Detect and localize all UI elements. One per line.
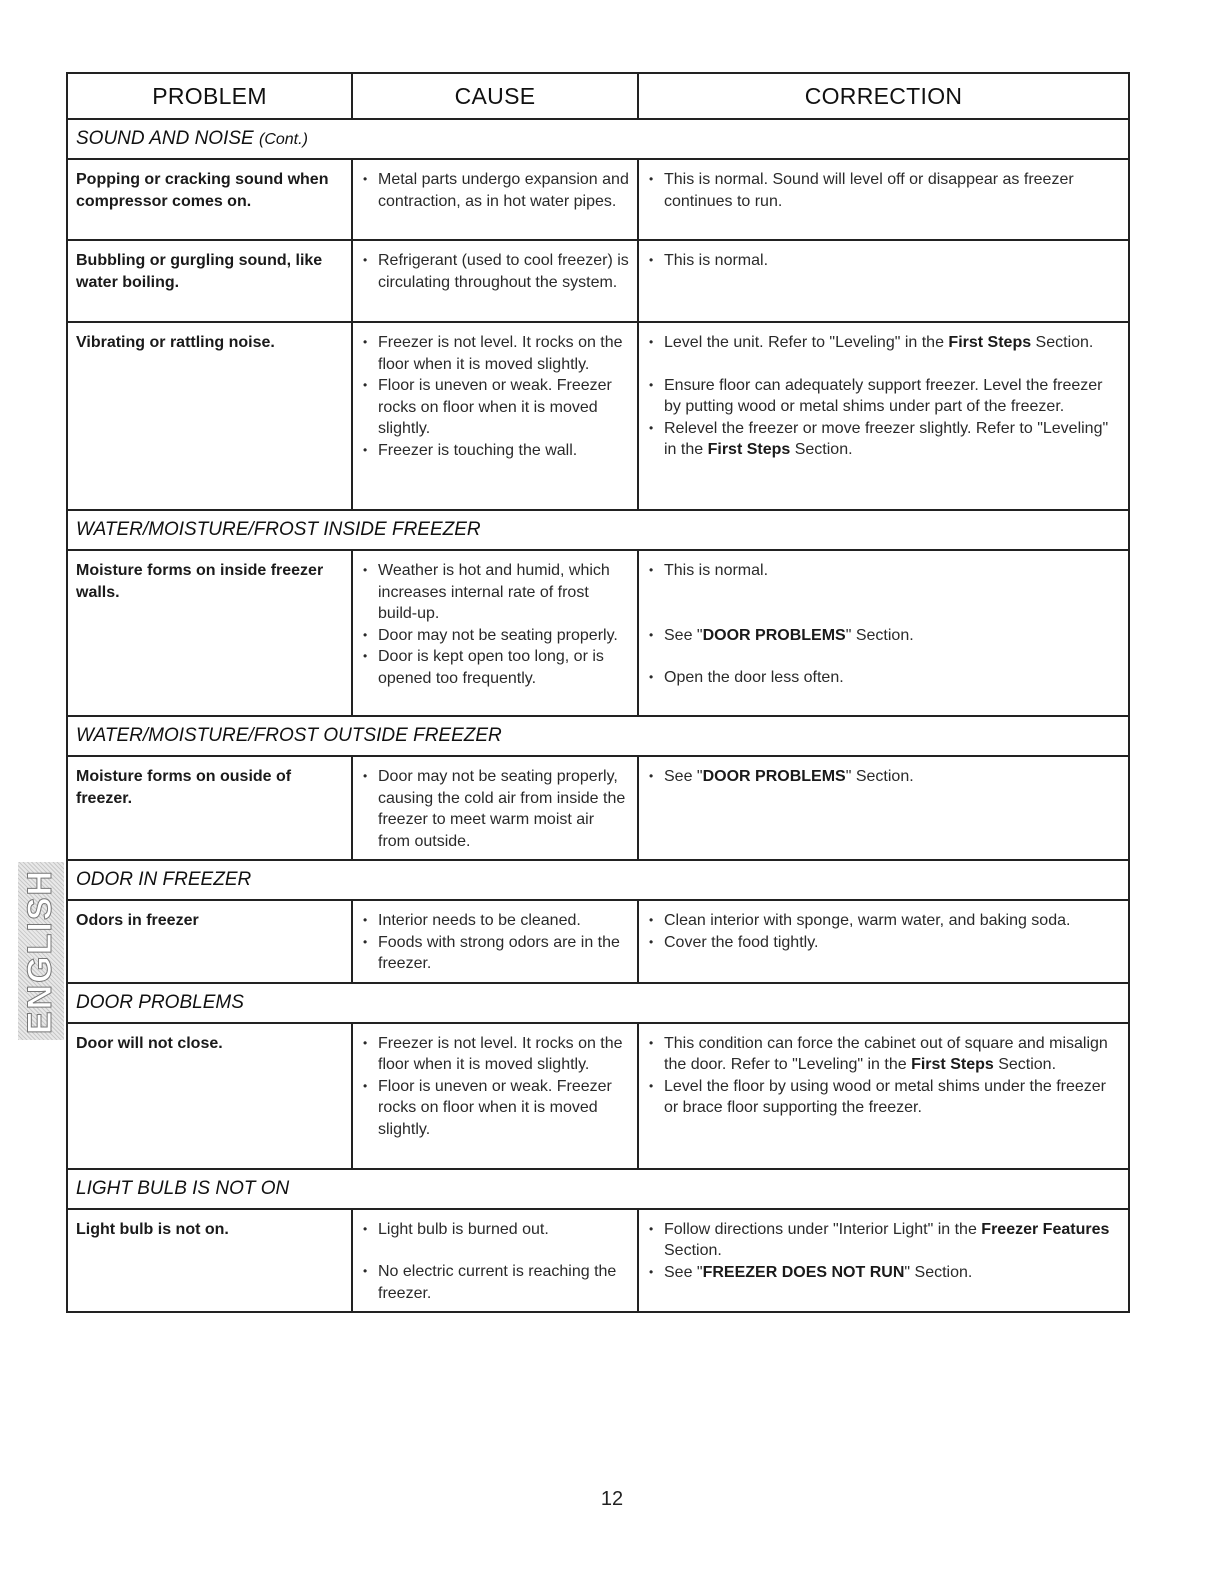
language-label: ENGLISH xyxy=(21,868,60,1034)
problem-cell: Popping or cracking sound when compressor comes on. xyxy=(67,159,352,240)
cause-item: • No electric current is reaching the freezer. xyxy=(361,1261,629,1304)
section-title: LIGHT BULB IS NOT ON xyxy=(67,1169,1129,1209)
problem-cell: Odors in freezer xyxy=(67,900,352,983)
correction-item: • This is normal. Sound will level off or disappear as freezer continues to run. xyxy=(647,169,1120,212)
section-title: WATER/MOISTURE/FROST INSIDE FREEZER xyxy=(67,510,1129,550)
header-cause: CAUSE xyxy=(352,73,638,119)
cause-item: • Door is kept open too long, or is opened too frequently. xyxy=(361,646,629,689)
cause-item: • Refrigerant (used to cool freezer) is circulating throughout the system. xyxy=(361,250,629,293)
problem-cell: Moisture forms on inside freezer walls. xyxy=(67,550,352,716)
cause-item: • Floor is uneven or weak. Freezer rocks on floor when it is moved slightly. xyxy=(361,375,629,440)
correction-item: • See "FREEZER DOES NOT RUN" Section. xyxy=(647,1262,1120,1284)
correction-cell xyxy=(638,240,1129,322)
cause-cell xyxy=(352,1209,638,1313)
cause-item: • Light bulb is burned out. xyxy=(361,1219,629,1241)
correction-cell xyxy=(638,322,1129,510)
cause-item: • Door may not be seating properly, causing the cold air from inside the freezer to meet warm moist air from outside. xyxy=(361,766,629,852)
cause-item: • Weather is hot and humid, which increases internal rate of frost build-up. xyxy=(361,560,629,625)
section-title: ODOR IN FREEZER xyxy=(67,860,1129,900)
cause-item: • Freezer is touching the wall. xyxy=(361,440,629,462)
cause-cell xyxy=(352,240,638,322)
table-row xyxy=(67,1209,1129,1313)
table-row xyxy=(67,1023,1129,1169)
correction-item: • See "DOOR PROBLEMS" Section. xyxy=(647,766,1120,788)
cause-item: • Freezer is not level. It rocks on the floor when it is moved slightly. xyxy=(361,1033,629,1076)
correction-item: • Open the door less often. xyxy=(647,667,1120,689)
correction-cell xyxy=(638,900,1129,983)
cause-cell xyxy=(352,550,638,716)
correction-item: • Relevel the freezer or move freezer slightly. Refer to "Leveling" in the First Steps Section. xyxy=(647,418,1120,461)
table-row xyxy=(67,756,1129,860)
correction-item: • Clean interior with sponge, warm water, and baking soda. xyxy=(647,910,1120,932)
table-row xyxy=(67,322,1129,510)
correction-item: • Level the floor by using wood or metal shims under the freezer or brace floor supporting the freezer. xyxy=(647,1076,1120,1119)
correction-item: • This is normal. xyxy=(647,560,1120,582)
correction-cell xyxy=(638,1209,1129,1313)
cause-item: • Metal parts undergo expansion and contraction, as in hot water pipes. xyxy=(361,169,629,212)
page-number: 12 xyxy=(600,1488,624,1510)
correction-item: • Ensure floor can adequately support freezer. Level the freezer by putting wood or metal shims under part of the freezer. xyxy=(647,375,1120,418)
problem-cell: Moisture forms on ouside of freezer. xyxy=(67,756,352,860)
header-problem: PROBLEM xyxy=(67,73,352,119)
cause-item: • Freezer is not level. It rocks on the floor when it is moved slightly. xyxy=(361,332,629,375)
table-row xyxy=(67,240,1129,322)
correction-cell xyxy=(638,159,1129,240)
correction-item: • This condition can force the cabinet out of square and misalign the door. Refer to "Leveling" in the First Steps Section. xyxy=(647,1033,1120,1076)
cause-cell xyxy=(352,900,638,983)
problem-cell: Bubbling or gurgling sound, like water boiling. xyxy=(67,240,352,322)
correction-cell xyxy=(638,756,1129,860)
cause-item: • Door may not be seating properly. xyxy=(361,625,629,647)
cause-item: • Interior needs to be cleaned. xyxy=(361,910,629,932)
correction-item: • Follow directions under "Interior Light" in the Freezer Features Section. xyxy=(647,1219,1120,1262)
problem-cell: Vibrating or rattling noise. xyxy=(67,322,352,510)
language-side-tab xyxy=(18,862,64,1040)
table-row xyxy=(67,159,1129,240)
correction-item: • Cover the food tightly. xyxy=(647,932,1120,954)
correction-cell xyxy=(638,1023,1129,1169)
cause-cell xyxy=(352,322,638,510)
correction-item: • Level the unit. Refer to "Leveling" in the First Steps Section. xyxy=(647,332,1120,354)
problem-cell: Door will not close. xyxy=(67,1023,352,1169)
cause-cell xyxy=(352,159,638,240)
table-row xyxy=(67,900,1129,983)
cause-cell xyxy=(352,756,638,860)
section-title: WATER/MOISTURE/FROST OUTSIDE FREEZER xyxy=(67,716,1129,756)
correction-item: • See "DOOR PROBLEMS" Section. xyxy=(647,625,1120,647)
correction-item: • This is normal. xyxy=(647,250,1120,272)
section-title: SOUND AND NOISE (Cont.) xyxy=(67,119,1129,159)
header-correction: CORRECTION xyxy=(638,73,1129,119)
problem-cell: Light bulb is not on. xyxy=(67,1209,352,1313)
cause-item: • Foods with strong odors are in the freezer. xyxy=(361,932,629,975)
troubleshooting-table xyxy=(66,72,1130,1313)
cause-item: • Floor is uneven or weak. Freezer rocks on floor when it is moved slightly. xyxy=(361,1076,629,1141)
cause-cell xyxy=(352,1023,638,1169)
section-title: DOOR PROBLEMS xyxy=(67,983,1129,1023)
correction-cell xyxy=(638,550,1129,716)
table-row xyxy=(67,550,1129,716)
